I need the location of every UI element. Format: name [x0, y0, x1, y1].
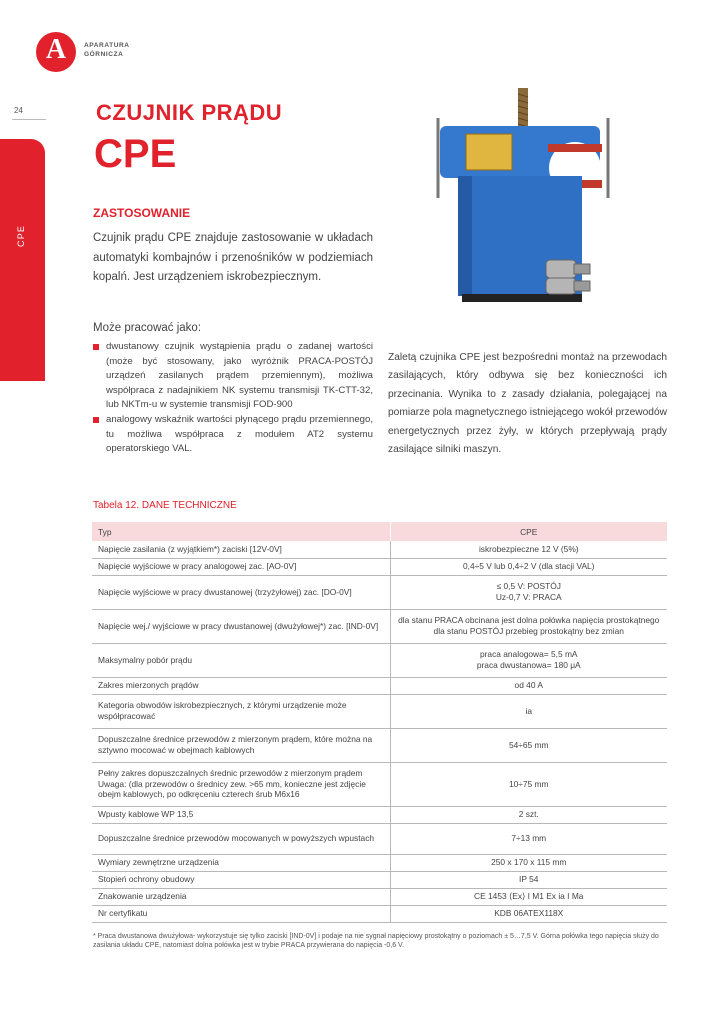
table-row: [92, 558, 667, 575]
table-cell-value: iskrobezpieczne 12 V (5%): [390, 541, 667, 558]
table-cell-param: Stopień ochrony obudowy: [92, 871, 390, 888]
table-cell-value: 7÷13 mm: [390, 823, 667, 854]
technical-data-table: [92, 522, 667, 923]
table-cell-param: Wpusty kablowe WP 13,5: [92, 806, 390, 823]
table-cell-param: Napięcie wej./ wyjściowe w pracy dwustanowej (dwużyłowej*) zac. [IND-0V]: [92, 609, 390, 643]
logo-letter: A: [45, 34, 67, 65]
table-cell-param: Znakowanie urządzenia: [92, 888, 390, 905]
table-cell-param: Nr certyfikatu: [92, 905, 390, 922]
section-heading: ZASTOSOWANIE: [93, 206, 191, 220]
side-tab: [0, 139, 45, 381]
table-header-row: [92, 522, 667, 541]
page-title-main: CPE: [94, 132, 177, 176]
table-cell-param: Napięcie zasilania (z wyjątkiem*) zaciski [12V-0V]: [92, 541, 390, 558]
table-row: [92, 806, 667, 823]
brand-name: [84, 41, 130, 59]
table-row: [92, 888, 667, 905]
table-cell-value: 2 szt.: [390, 806, 667, 823]
table-cell-value: [390, 643, 667, 677]
table-caption: Tabela 12. DANE TECHNICZNE: [93, 500, 237, 511]
table-row: [92, 728, 667, 762]
table-row: [92, 762, 667, 806]
list-item-text: dwustanowy czujnik wystąpienia prądu o zadanej wartości (może być stosowany, jako wyróżnik PRACA-POSTÓJ urządzeń zasilanych prądem przemiennym), możliwa współpraca z nadajnikiem NK systemu transmisji TK-CTT-32, lub NKTm-u w systemie transmisji FOD-900: [106, 341, 373, 411]
table-cell-param: Pełny zakres dopuszczalnych średnic przewodów z mierzonym prądem Uwaga: (dla przewodów o średnicy zew. >65 mm, konieczne jest zdjęcie obejm kablowych, po odkręceniu czterech śrub M6x16: [92, 762, 390, 806]
value-line-2: praca dwustanowa= 180 μA: [476, 660, 581, 670]
table-cell-value: [390, 575, 667, 609]
table-row: [92, 609, 667, 643]
value-line-1: ≤ 0,5 V: POSTÓJ: [496, 581, 561, 592]
device-label-plate: [466, 134, 512, 170]
table-cell-value: 250 x 170 x 115 mm: [390, 854, 667, 871]
list-item-text: analogowy wskaźnik wartości płynącego prądu przemiennego, tu możliwa współpraca z modułem AT2 systemu operatorskiego VAL.: [106, 413, 373, 455]
table-cell-param: Napięcie wyjściowe w pracy dwustanowej (trzyżyłowej) zac. [DO-0V]: [92, 575, 390, 609]
table-row: [92, 871, 667, 888]
advantage-paragraph: Zaletą czujnika CPE jest bezpośredni montaż na przewodach zasilających, który odbywa się bez konieczności ich przecinania. Wynika to z zasady działania, polegającej na pomiarze pola magnetycznego istniejącego wokół przewodów energetycznych przez żyły, w których przepływają prądy zasilające silniki maszyn.: [388, 352, 667, 456]
table-cell-param: Wymiary zewnętrzne urządzenia: [92, 854, 390, 871]
table-cell-value: 54÷65 mm: [390, 728, 667, 762]
product-photo: [400, 88, 628, 316]
table-cell-value: ia: [390, 694, 667, 728]
intro-paragraph: Czujnik prądu CPE znajduje zastosowanie w układach automatyki kombajnów i przenośników w podziemiach kopalń. Jest urządzeniem iskrobezpiecznym.: [93, 232, 373, 283]
table-cell-value: CE 1453 ⟨Ex⟩ I M1 Ex ia I Ma: [390, 888, 667, 905]
table-cell-param: Napięcie wyjściowe w pracy analogowej zac. [AO-0V]: [92, 558, 390, 575]
side-tab-label: [16, 225, 26, 247]
table-row: [92, 854, 667, 871]
table-footnote: * Praca dwustanowa dwużyłowa- wykorzystuje się tylko zaciski [IND-0V] i podaje na nie sygnał napięciowy prostokątny o poziomach ± 5…7,5 V. Górna połówka tego napięcia służy do zasilania układu CPE, natomiast dolna połówka jest w trybie PRACA przywierana do napięcia -0,6 V.: [93, 933, 659, 950]
brand-line-1: APARATURA: [84, 42, 130, 49]
works-as-label: Może pracować jako:: [93, 322, 202, 334]
table-header-model: CPE: [390, 522, 667, 541]
cable-glands: [546, 260, 590, 294]
company-logo: [36, 32, 76, 72]
table-cell-value: IP 54: [390, 871, 667, 888]
table-row: [92, 643, 667, 677]
table-cell-value: od 40 A: [390, 677, 667, 694]
page-number: 24: [14, 106, 23, 115]
brand-line-2: GÓRNICZA: [84, 51, 124, 58]
page-title-top: CZUJNIK PRĄDU: [96, 100, 283, 125]
side-tab-label-text: CPE: [16, 224, 26, 247]
table-row: [92, 905, 667, 922]
table-cell-value: 0,4÷5 V lub 0,4÷2 V (dla stacji VAL): [390, 558, 667, 575]
table-header-type: Typ: [92, 522, 390, 541]
table-row: [92, 694, 667, 728]
list-item: [93, 413, 373, 457]
table-row: [92, 677, 667, 694]
table-cell-param: Dopuszczalne średnice przewodów mocowanych w powyższych wpustach: [92, 823, 390, 854]
table-row: [92, 575, 667, 609]
bullet-square-icon: [93, 417, 99, 423]
value-line-1: praca analogowa= 5,5 mA: [479, 649, 578, 660]
table-row: [92, 541, 667, 558]
table-row: [92, 823, 667, 854]
bullet-square-icon: [93, 344, 99, 350]
table-cell-param: Kategoria obwodów iskrobezpiecznych, z którymi urządzenie może współpracować: [92, 694, 390, 728]
table-cell-value: KDB 06ATEX118X: [390, 905, 667, 922]
table-cell-param: Maksymalny pobór prądu: [92, 643, 390, 677]
table-cell-param: Dopuszczalne średnice przewodów z mierzonym prądem, które można na sztywno mocować w obejmach kablowych: [92, 728, 390, 762]
feature-list: [93, 340, 373, 457]
value-line-2: Uz-0,7 V: PRACA: [495, 592, 562, 602]
table-cell-value: 10÷75 mm: [390, 762, 667, 806]
table-cell-value: dla stanu PRACA obcinana jest dolna połówka napięcia prostokątnego dla stanu POSTÓJ przebieg prostokątny bez zmian: [390, 609, 667, 643]
page-number-rule: [12, 119, 46, 120]
table-cell-param: Zakres mierzonych prądów: [92, 677, 390, 694]
list-item: [93, 340, 373, 413]
